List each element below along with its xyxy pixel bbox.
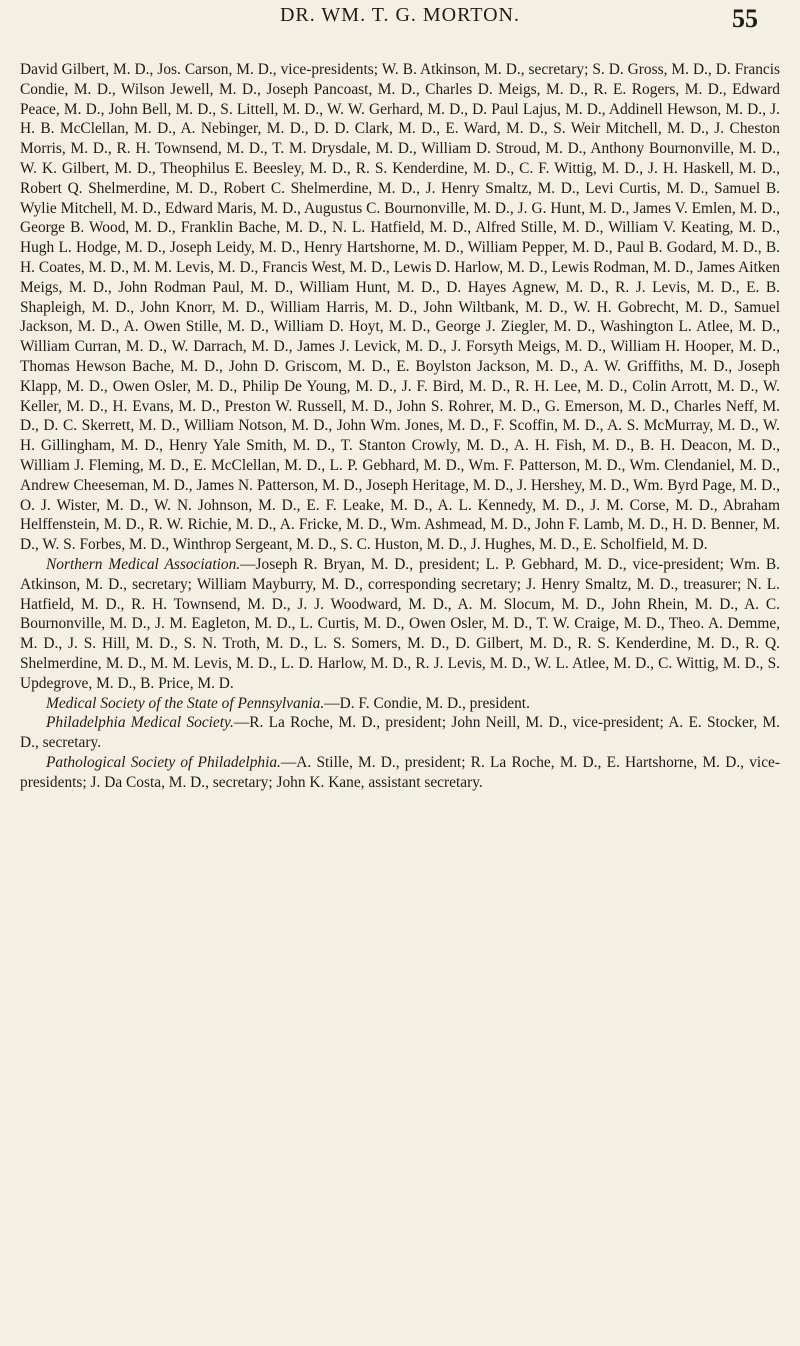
society-name: Medical Society of the State of Pennsylvania. [46, 694, 325, 712]
paragraph-text: David Gilbert, M. D., Jos. Carson, M. D., vice-presidents; W. B. Atkinson, M. D., secretary; S. D. Gross, M. D., D. Francis Condie, M. D., Wilson Jewell, M. D., Joseph Pancoast, M. D., Charles D. Meigs, M. D., R. E. Rogers, M. D., Edward Peace, M. D., John Bell, M. D., S. Littell, M. D., W. W. Gerhard, M. D., D. Paul Lajus, M. D., Addinell Hewson, M. D., J. H. B. McClellan, M. D., A. Nebinger, M. D., D. D. Clark, M. D., E. Ward, M. D., S. Weir Mitchell, M. D., J. Cheston Morris, M. D., R. H. Townsend, M. D., T. M. Drysdale, M. D., William D. Stroud, M. D., Anthony Bournonville, M. D., W. K. Gilbert, M. D., Theophilus E. Beesley, M. D., R. S. Kenderdine, M. D., C. F. Wittig, M. D., J. H. Haskell, M. D., Robert Q. Shelmerdine, M. D., Robert C. Shelmerdine, M. D., J. Henry Smaltz, M. D., Levi Curtis, M. D., Samuel B. Wylie Mitchell, M. D., Edward Maris, M. D., Augustus C. Bournonville, M. D., J. G. Hunt, M. D., James V. Emlen, M. D., George B. Wood, M. D., Franklin Bache, M. D., N. L. Hatfield, M. D., Alfred Stille, M. D., William V. Keating, M. D., Hugh L. Hodge, M. D., Joseph Leidy, M. D., Henry Hartshorne, M. D., William Pepper, M. D., Paul B. Godard, M. D., B. H. Coates, M. D., M. M. Levis, M. D., Francis West, M. D., Lewis D. Harlow, M. D., Lewis Rodman, M. D., James Aitken Meigs, M. D., John Rodman Paul, M. D., William Hunt, M. D., D. Hayes Agnew, M. D., R. J. Levis, M. D., E. B. Shapleigh, M. D., John Knorr, M. D., William Harris, M. D., John Wiltbank, M. D., W. H. Gobrecht, M. D., Samuel Jackson, M. D., A. Owen Stille, M. D., William D. Hoyt, M. D., George J. Ziegler, M. D., Washington L. Atlee, M. D., William Curran, M. D., W. Darrach, M. D., James J. Levick, M. D., J. Forsyth Meigs, M. D., William H. Hooper, M. D., Thomas Hewson Bache, M. D., John D. Griscom, M. D., E. Boylston Jackson, M. D., A. W. Griffiths, M. D., Joseph Klapp, M. D., Owen Osler, M. D., Philip De Young, M. D., J. F. Bird, M. D., R. H. Lee, M. D., Colin Arrott, M. D., W. Keller, M. D., H. Evans, M. D., Preston W. Russell, M. D., John S. Rohrer, M. D., G. Emerson, M. D., Charles Neff, M. D., D. C. Skerrett, M. D., William Notson, M. D., John Wm. Jones, M. D., F. Scoffin, M. D., A. S. McMurray, M. D., W. H. Gillingham, M. D., Henry Yale Smith, M. D., T. Stanton Crowly, M. D., A. H. Fish, M. D., B. H. Deacon, M. D., William J. Fleming, M. D., E. McClellan, M. D., L. P. Gebhard, M. D., Wm. F. Patterson, M. D., Wm. Clendaniel, M. D., Andrew Cheeseman, M. D., James N. Patterson, M. D., Joseph Heritage, M. D., J. Hershey, M. D., Wm. Byrd Page, M. D., O. J. Wister, M. D., W. N. Johnson, M. D., E. F. Leake, M. D., A. L. Kennedy, M. D., J. M. Corse, M. D., Abraham Helffenstein, M. D., R. W. Richie, M. D., A. Fricke, M. D., Wm. Ashmead, M. D., John F. Lamb, M. D., H. D. Benner, M. D., W. S. Forbes, M. D., Winthrop Sergeant, M. D., S. C. Huston, M. D., J. Hughes, M. D., E. Scholfield, M. D. [20, 61, 780, 554]
paragraph-text: —R. La Roche, M. D., president; John Neill, M. D., vice-president; A. E. Stocker, M. D., secretary. [20, 714, 780, 752]
paragraph-philadelphia-medical-society [20, 713, 780, 753]
society-name: Philadelphia Medical Society. [46, 714, 234, 732]
society-name: Northern Medical Association. [46, 555, 241, 573]
text-body [20, 60, 780, 792]
paragraph-northern-medical-association [20, 555, 780, 694]
society-name: Pathological Society of Philadelphia. [46, 753, 281, 771]
paragraph-text: —D. F. Condie, M. D., president. [324, 694, 530, 712]
running-title: DR. WM. T. G. MORTON. [279, 4, 520, 26]
paragraph-text: —A. Stille, M. D., president; R. La Roche, M. D., E. Hartshorne, M. D., vice-presidents; J. Da Costa, M. D., secretary; John K. Kane, assistant secretary. [20, 753, 780, 791]
paragraph-member-list [20, 60, 780, 555]
page-number: 55 [732, 4, 758, 33]
paragraph-pathological-society [20, 753, 780, 793]
paragraph-state-medical-society [20, 694, 780, 714]
paragraph-text: —Joseph R. Bryan, M. D., president; L. P. Gebhard, M. D., vice-president; Wm. B. Atkinson, M. D., secretary; William Mayburry, M. D., corresponding secretary; J. Henry Smaltz, M. D., treasurer; N. L. Hatfield, M. D., R. H. Townsend, M. D., J. J. Woodward, M. D., A. M. Slocum, M. D., John Rhein, M. D., A. C. Bournonville, M. D., J. M. Eagleton, M. D., L. Curtis, M. D., Owen Osler, M. D., T. W. Craige, M. D., Theo. A. Demme, M. D., J. S. Hill, M. D., S. N. Troth, M. D., L. S. Somers, M. D., D. Gilbert, M. D., R. S. Kenderdine, M. D., R. Q. Shelmerdine, M. D., M. M. Levis, M. D., L. D. Harlow, M. D., R. J. Levis, M. D., W. L. Atlee, M. D., C. Wittig, M. D., S. Updegrove, M. D., B. Price, M. D. [20, 555, 781, 692]
running-head [0, 4, 800, 40]
